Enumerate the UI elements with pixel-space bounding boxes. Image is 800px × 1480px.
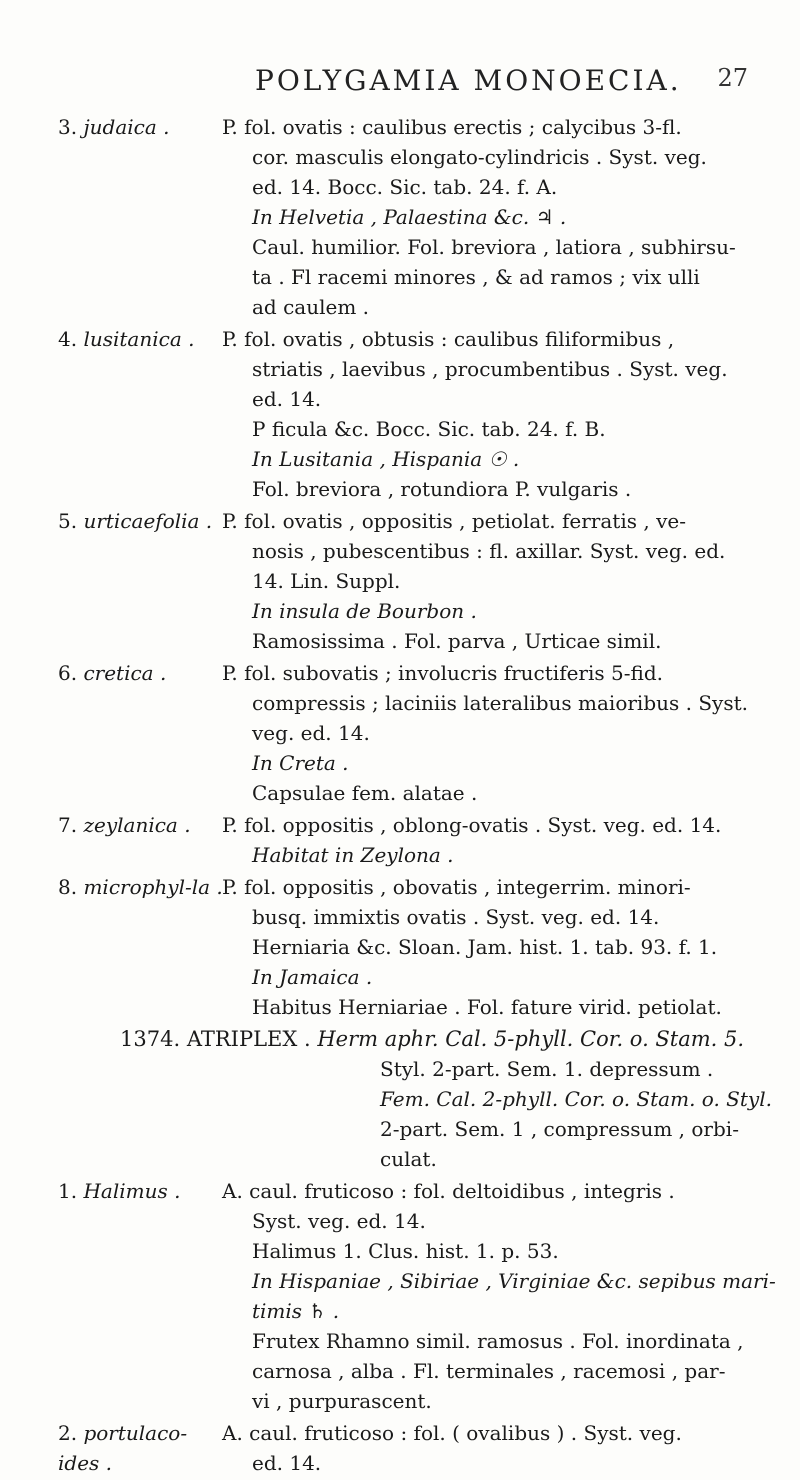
text-line: carnosa , alba . Fl. terminales , racemosi , par-: [252, 1359, 726, 1383]
text-line: Caul. humilior. Fol. breviora , latiora , subhirsu-: [252, 235, 736, 259]
species-label: 7. zeylanica .: [58, 813, 191, 837]
text-line: In Jamaica .: [252, 965, 373, 989]
text-line: ed. 14.: [252, 1451, 322, 1475]
species-entry: [0, 872, 800, 1022]
text-line: Herniaria &c. Sloan. Jam. hist. 1. tab. 93. f. 1.: [252, 935, 718, 959]
text-line: A. caul. fruticoso : fol. deltoidibus , integris .: [222, 1179, 675, 1203]
text-line: In Hispaniae , Sibiriae , Virginiae &c. sepibus mari-: [252, 1269, 776, 1293]
text-line: cor. masculis elongato-cylindricis . Syst. veg.: [252, 145, 707, 169]
running-title: POLYGAMIA MONOECIA.: [255, 64, 682, 97]
text-line: striatis , laevibus , procumbentibus . Syst. veg.: [252, 357, 728, 381]
text-line: Habitus Herniariae . Fol. fature virid. petiolat.: [252, 995, 722, 1019]
text-line: Capsulae fem. alatae .: [252, 781, 478, 805]
text-line: Halimus 1. Clus. hist. 1. p. 53.: [252, 1239, 559, 1263]
species-list: [0, 112, 800, 1480]
text-line: Fem. Cal. 2-phyll. Cor. o. Stam. o. Styl.: [380, 1087, 772, 1111]
text-line: 2-part. Sem. 1 , compressum , orbi-: [380, 1117, 739, 1141]
species-entry: [0, 1176, 800, 1416]
text-line: In insula de Bourbon .: [252, 599, 477, 623]
text-line: vi , purpurascent.: [252, 1389, 432, 1413]
text-line: Styl. 2-part. Sem. 1. depressum .: [380, 1057, 714, 1081]
text-line: Habitat in Zeylona .: [252, 843, 454, 867]
text-line: 14. Lin. Suppl.: [252, 569, 401, 593]
text-line: timis ♄ .: [252, 1299, 340, 1323]
species-label: 5. urticaefolia .: [58, 509, 213, 533]
species-entry: [0, 658, 800, 808]
species-label: 3. judaica .: [58, 115, 170, 139]
text-line: P ficula &c. Bocc. Sic. tab. 24. f. B.: [252, 417, 606, 441]
species-label: 8. microphyl-la .: [58, 875, 223, 899]
text-line: ed. 14. Bocc. Sic. tab. 24. f. A.: [252, 175, 558, 199]
species-entry: [0, 810, 800, 870]
text-line: P. fol. ovatis : caulibus erectis ; calycibus 3-fl.: [222, 115, 682, 139]
text-line: In Creta .: [252, 751, 349, 775]
text-line: P. fol. oppositis , oblong-ovatis . Syst. veg. ed. 14.: [222, 813, 722, 837]
species-entry: [0, 112, 800, 322]
species-label: 6. cretica .: [58, 661, 167, 685]
text-line: Ramosissima . Fol. parva , Urticae simil.: [252, 629, 662, 653]
text-line: P. fol. oppositis , obovatis , integerrim. minori-: [222, 875, 691, 899]
text-line: P. fol. ovatis , obtusis : caulibus filiformibus ,: [222, 327, 675, 351]
text-line: P. fol. ovatis , oppositis , petiolat. ferratis , ve-: [222, 509, 686, 533]
running-head: [0, 64, 800, 100]
text-line: veg. ed. 14.: [252, 721, 370, 745]
text-line: ta . Fl racemi minores , & ad ramos ; vix ulli: [252, 265, 700, 289]
species-entry: [0, 1418, 800, 1478]
text-line: Syst. veg. ed. 14.: [252, 1209, 426, 1233]
species-label: 4. lusitanica .: [58, 327, 195, 351]
species-label: 1. Halimus .: [58, 1179, 181, 1203]
text-line: In Helvetia , Palaestina &c. ♃ .: [252, 205, 567, 229]
genus-entry: [0, 1024, 800, 1174]
text-line: P. fol. subovatis ; involucris fructiferis 5-fid.: [222, 661, 663, 685]
text-line: culat.: [380, 1147, 437, 1171]
species-entry: [0, 506, 800, 656]
text-line: busq. immixtis ovatis . Syst. veg. ed. 14.: [252, 905, 660, 929]
text-line: In Lusitania , Hispania ☉ .: [252, 447, 520, 471]
text-line: compressis ; laciniis lateralibus maioribus . Syst.: [252, 691, 748, 715]
text-line: A. caul. fruticoso : fol. ( ovalibus ) . Syst. veg.: [222, 1421, 682, 1445]
page-number: 27: [717, 64, 748, 92]
text-line: nosis , pubescentibus : fl. axillar. Syst. veg. ed.: [252, 539, 726, 563]
text-line: Fol. breviora , rotundiora P. vulgaris .: [252, 477, 632, 501]
genus-heading: 1374. ATRIPLEX . Herm aphr. Cal. 5-phyll. Cor. o. Stam. 5.: [120, 1027, 745, 1051]
text-line: Frutex Rhamno simil. ramosus . Fol. inordinata ,: [252, 1329, 744, 1353]
species-label: 2. portulaco-ides .: [58, 1421, 188, 1475]
species-entry: [0, 324, 800, 504]
text-line: ad caulem .: [252, 295, 370, 319]
text-line: ed. 14.: [252, 387, 322, 411]
